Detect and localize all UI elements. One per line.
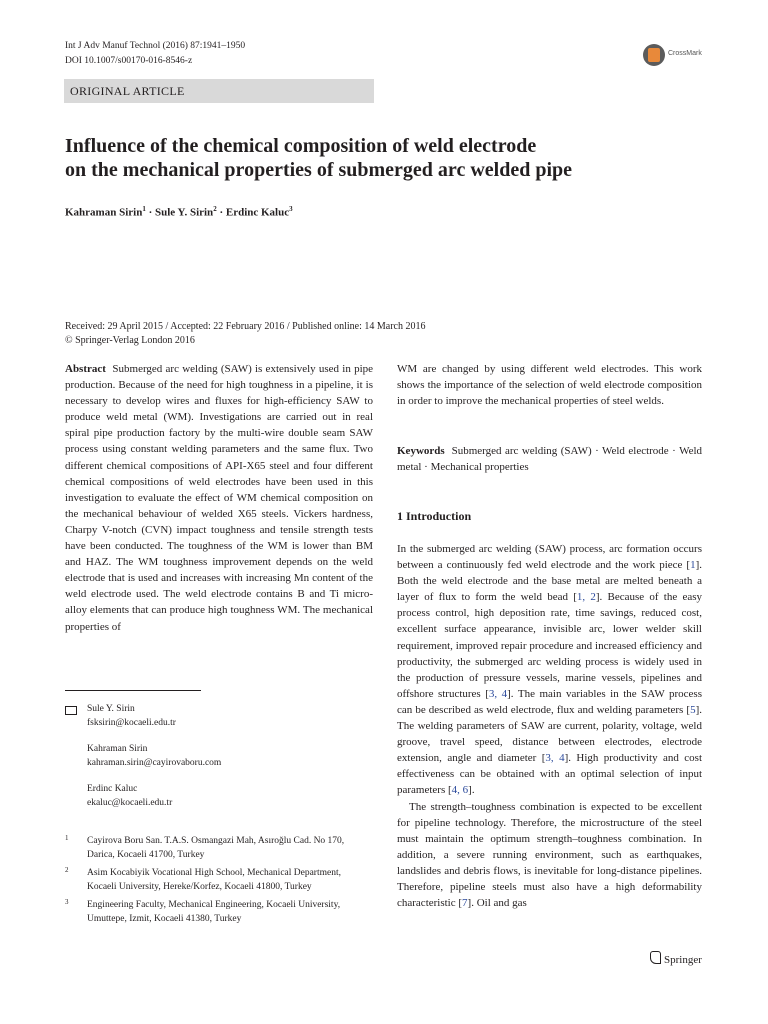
citation-link[interactable]: 7 <box>462 897 468 910</box>
contact-name: Kahraman Sirin <box>87 744 148 754</box>
contact-email[interactable]: ekaluc@kocaeli.edu.tr <box>87 797 173 808</box>
author-separator: · <box>216 206 226 219</box>
affiliation-line: Darica, Kocaeli 41700, Turkey <box>87 849 205 860</box>
contact-block <box>87 783 172 810</box>
contact-name: Sule Y. Sirin <box>87 704 135 714</box>
footnote-divider <box>65 690 201 691</box>
author-name[interactable]: Sule Y. Sirin <box>155 206 214 219</box>
citation-link[interactable]: 4, 6 <box>451 784 469 797</box>
intro-paragraph-2: The strength–toughness combination is expected to be excellent for pipeline technology. Therefore, the microstructure of the steel must maintain the optimum strength–toughness combination. In addition, a severe running environment, such as earthquakes, landslides and debris flows, is inevitable for long-distance pipelines. Therefore, pipeline steels must also have a high deformability characteristic [7]. Oil and gas <box>397 800 702 910</box>
abstract-label: Abstract <box>65 363 106 375</box>
journal-citation: Int J Adv Manuf Technol (2016) 87:1941–1950 <box>65 41 246 51</box>
affiliation-line: Umuttepe, Izmit, Kocaeli 41380, Turkey <box>87 913 242 924</box>
abstract-continuation <box>397 361 702 409</box>
publisher-logo <box>650 951 702 966</box>
author-name[interactable]: Erdinc Kaluc <box>225 206 290 219</box>
author-affiliation-mark: 3 <box>289 205 293 213</box>
publisher-name: Springer <box>664 954 702 966</box>
springer-horse-icon <box>650 951 661 964</box>
introduction-body <box>397 541 702 911</box>
contact-block <box>87 743 221 770</box>
affiliation-number: 1 <box>65 834 69 842</box>
doi[interactable]: DOI 10.1007/s00170-016-8546-z <box>65 56 193 66</box>
author-list <box>65 205 293 219</box>
crossmark-label: CrossMark <box>668 50 702 57</box>
keywords-text: Submerged arc welding (SAW) · Weld electrode · Weld metal · Mechanical properties <box>397 445 703 474</box>
paper-title <box>65 134 705 182</box>
keywords-label: Keywords <box>397 445 445 457</box>
citation-link[interactable]: 1 <box>690 559 696 572</box>
title-line-2: on the mechanical properties of submerged arc welded pipe <box>65 159 573 181</box>
crossmark-badge[interactable] <box>643 44 721 70</box>
crossmark-icon <box>643 44 665 66</box>
abstract <box>65 361 373 635</box>
contact-email[interactable]: fsksirin@kocaeli.edu.tr <box>87 717 176 728</box>
citation-link[interactable]: 3, 4 <box>545 752 565 765</box>
affiliation-number: 2 <box>65 866 69 874</box>
publication-dates <box>65 320 426 348</box>
author-affiliation-mark: 1 <box>142 205 146 213</box>
contact-block <box>87 703 176 730</box>
author-affiliation-mark: 2 <box>213 205 217 213</box>
author-name[interactable]: Kahraman Sirin <box>65 206 143 219</box>
article-type-banner: ORIGINAL ARTICLE <box>64 79 374 103</box>
citation-link[interactable]: 5 <box>690 703 696 716</box>
affiliation-line: Engineering Faculty, Mechanical Engineering, Kocaeli University, <box>87 900 341 910</box>
received-accepted-published: Received: 29 April 2015 / Accepted: 22 February 2016 / Published online: 14 March 2016 <box>65 321 426 332</box>
intro-paragraph-1: In the submerged arc welding (SAW) process, arc formation occurs between a continuously fed weld electrode and the work piece [1]. Both the weld electrode and the base metal are melted beneath a layer of flux to form the weld bead [1, 2]. Because of the easy process control, high deposition rate, time savings, reduced cost, excellent surface appearance, invisible arc, lower welder skill requirement, improved repair procedure and increased efficiency and productivity, the submerged arc welding process is widely used in the production of pressure vessels, marine vessels, pipelines and offshore structures [3, 4]. The main variables in the SAW process can be described as weld electrode, flux and welding parameters [5]. The welding parameters of SAW are current, polarity, voltage, weld groove, travel speed, distance between electrodes, electrode extension, angle and diameter [3, 4]. High productivity and cost effectiveness can be obtained with an optimal selection of input parameters [4, 6]. <box>397 543 703 797</box>
abstract-text: Submerged arc welding (SAW) is extensively used in pipe production. Because of the need for high toughness in a pipeline, it is necessary to develop wires and fluxes for high-efficiency SAW to produce weld metal (WM). Investigations are carried out in real spiral pipe production factory by the multi-wire double seam SAW process using constant welding parameters and the same flux. Two different chemical compositions of API-X65 steel and four different chemical compositions of weld electrodes have been used in this investigation to evaluate the effect of WM chemical composition on the mechanical behaviour of welded X65 steels. Vickers hardness, Charpy V-notch (CVN) impact toughness and tensile strength tests have been conducted. The toughness of the WM is lower than BM and HAZ. The WM toughness improvement depends on the weld electrode that is used and increases with increasing Mn content of the weld electrode used. The weld electrode contains B and Ti micro-alloy elements that can produce high toughness WM. The mechanical properties of <box>65 363 374 633</box>
citation-link[interactable]: 3, 4 <box>488 687 508 700</box>
contact-name: Erdinc Kaluc <box>87 784 138 794</box>
copyright: © Springer-Verlag London 2016 <box>65 335 195 346</box>
affiliation-line: Asim Kocabiyik Vocational High School, Mechanical Department, <box>87 868 341 878</box>
author-separator: · <box>145 206 155 219</box>
affiliation-number: 3 <box>65 898 69 906</box>
citation-link[interactable]: 1, 2 <box>576 591 596 604</box>
title-line-1: Influence of the chemical composition of weld electrode <box>65 135 537 157</box>
affiliation-line: Kocaeli University, Hereke/Korfez, Kocaeli 41800, Turkey <box>87 881 312 892</box>
section-heading-introduction: 1 Introduction <box>397 509 472 523</box>
contact-email[interactable]: kahraman.sirin@cayirovaboru.com <box>87 757 222 768</box>
affiliation-line: Cayirova Boru San. T.A.S. Osmangazi Mah, Asıroğlu Cad. No 170, <box>87 836 345 846</box>
abstract-continuation-text: WM are changed by using different weld electrodes. This work shows the importance of the selection of weld electrode composition in order to improve the mechanical properties of steel welds. <box>397 363 702 408</box>
envelope-icon <box>65 706 77 715</box>
keywords <box>397 443 702 475</box>
